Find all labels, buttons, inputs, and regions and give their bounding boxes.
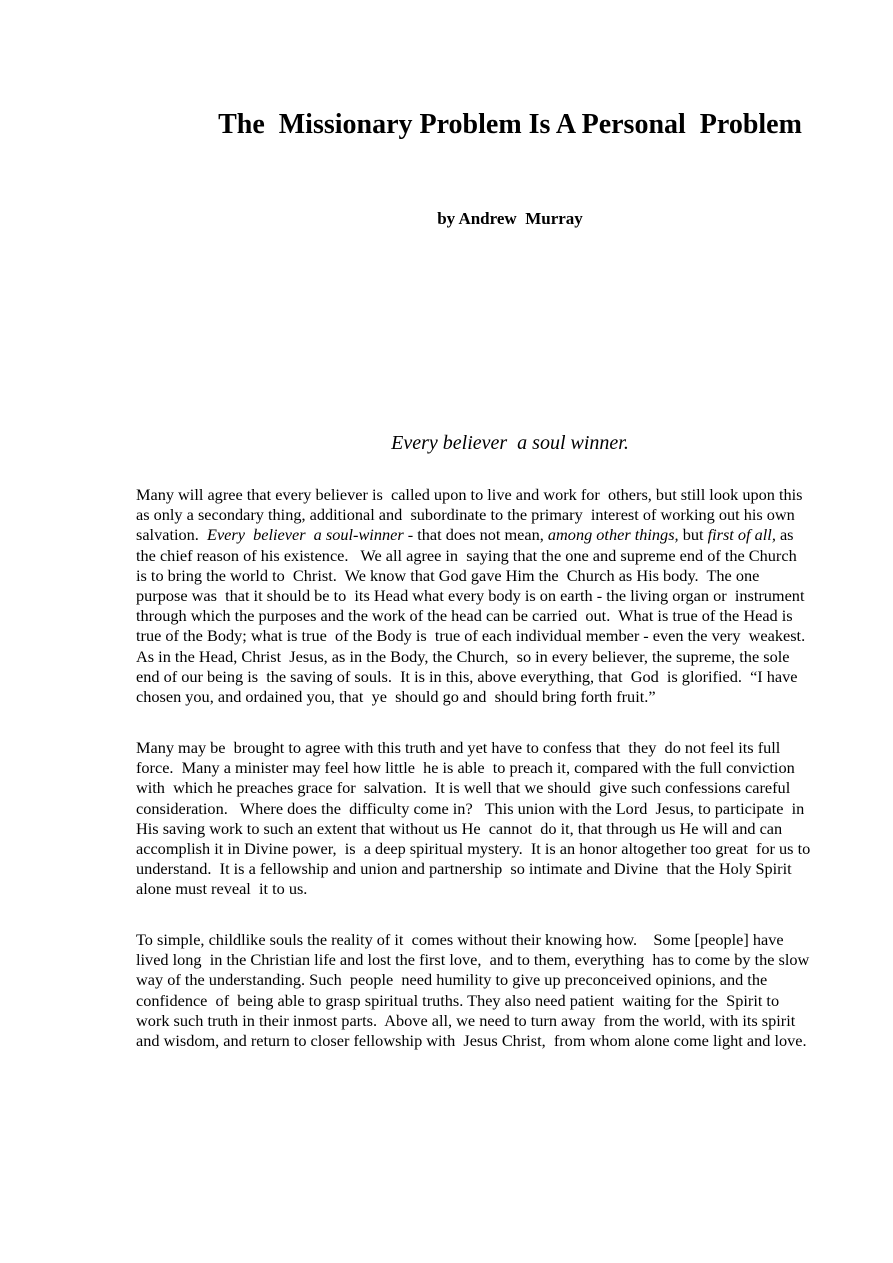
- text-run: as only a secondary thing, additional and subordinate to the primary interest of working out his own: [136, 505, 795, 525]
- italic-text: among other things,: [547, 525, 679, 545]
- text-run: work such truth in their inmost parts. Above all, we need to turn away from the world, with its spirit: [136, 1010, 796, 1030]
- text-line: [136, 758, 893, 778]
- text-line: [136, 687, 893, 707]
- text-run: To simple, childlike souls the reality of it comes without their knowing how. Some [people] have: [136, 930, 784, 949]
- text-run: chosen you, and ordained you, that ye should go and should bring forth fruit.”: [136, 687, 656, 707]
- text-run: Many may be brought to agree with this truth and yet have to confess that they do not feel its full: [136, 738, 781, 757]
- text-line: [136, 799, 893, 819]
- document-title: The Missionary Problem Is A Personal Problem: [218, 109, 802, 140]
- text-run: His saving work to such an extent that without us He cannot do it, that through us He will and can: [136, 818, 783, 838]
- text-run: end of our being is the saving of souls. It is in this, above everything, that God is glorified. “I have: [136, 666, 798, 686]
- text-run: alone must reveal it to us.: [136, 879, 308, 899]
- text-line: [136, 546, 893, 566]
- text-line: [136, 991, 893, 1011]
- text-run: As in the Head, Christ Jesus, as in the Body, the Church, so in every believer, the supreme, the sole: [136, 646, 790, 666]
- text-run: force. Many a minister may feel how little he is able to preach it, compared with the full conviction: [136, 758, 795, 778]
- text-line: [136, 667, 893, 687]
- text-run: as: [775, 525, 794, 545]
- text-run: way of the understanding. Such people need humility to give up preconceived opinions, and the: [136, 970, 768, 990]
- text-run: the chief reason of his existence. We all agree in saying that the one and supreme end of the Church: [136, 545, 797, 565]
- section-heading: Every believer a soul winner.: [391, 432, 629, 454]
- text-run: understand. It is a fellowship and union and partnership so intimate and Divine that the Holy Spirit: [136, 859, 792, 879]
- text-line: [136, 930, 893, 950]
- body-paragraph: [136, 738, 893, 900]
- text-line: [136, 950, 893, 970]
- body-paragraph: [136, 930, 893, 1051]
- text-run: is to bring the world to Christ. We know that God gave Him the Church as His body. The one: [136, 565, 760, 585]
- text-line: [136, 859, 893, 879]
- text-run: Many will agree that every believer is called upon to live and work for others, but still look upon this: [136, 485, 803, 504]
- italic-text: Every believer a soul-winner: [207, 525, 404, 545]
- text-run: salvation.: [136, 525, 207, 545]
- text-line: [136, 879, 893, 899]
- text-line: [136, 1011, 893, 1031]
- text-line: [136, 819, 893, 839]
- text-run: confidence of being able to grasp spiritual truths. They also need patient waiting for the Spirit to: [136, 990, 780, 1010]
- text-run: consideration. Where does the difficulty come in? This union with the Lord Jesus, to participate in: [136, 798, 805, 818]
- text-run: lived long in the Christian life and lost the first love, and to them, everything has to come by the slow: [136, 950, 810, 970]
- text-line: [136, 525, 893, 545]
- text-line: [136, 647, 893, 667]
- text-line: [136, 626, 893, 646]
- text-line: [136, 566, 893, 586]
- text-line: [136, 970, 893, 990]
- text-run: but: [678, 525, 708, 545]
- text-line: [136, 505, 893, 525]
- text-line: [136, 778, 893, 798]
- text-run: true of the Body; what is true of the Body is true of each individual member - even the very weakest.: [136, 626, 806, 646]
- text-line: [136, 839, 893, 859]
- text-run: through which the purposes and the work of the head can be carried out. What is true of the Head is: [136, 606, 793, 626]
- text-run: - that does not mean,: [403, 525, 548, 545]
- text-line: [136, 586, 893, 606]
- italic-text: first of all,: [707, 525, 776, 545]
- text-run: purpose was that it should be to its Head what every body is on earth - the living organ or instrument: [136, 586, 805, 606]
- body-paragraph: [136, 485, 893, 707]
- document-author: by Andrew Murray: [437, 209, 583, 228]
- text-run: with which he preaches grace for salvation. It is well that we should give such confessions careful: [136, 778, 791, 798]
- text-line: [136, 485, 893, 505]
- text-line: [136, 606, 893, 626]
- text-run: accomplish it in Divine power, is a deep spiritual mystery. It is an honor altogether too great for us to: [136, 839, 811, 859]
- text-run: and wisdom, and return to closer fellowship with Jesus Christ, from whom alone come light and love.: [136, 1031, 807, 1051]
- text-line: [136, 738, 893, 758]
- text-line: [136, 1031, 893, 1051]
